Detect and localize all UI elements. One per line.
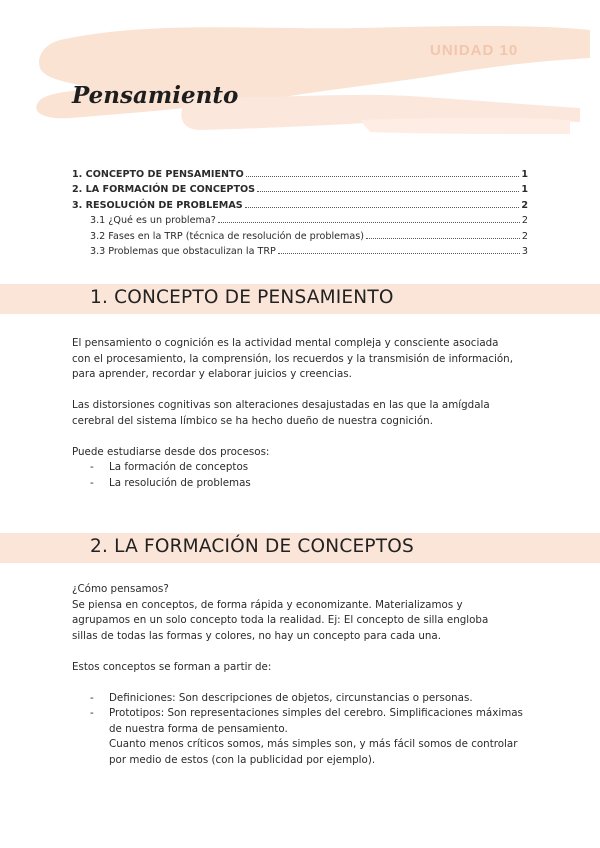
toc-subitem[interactable] — [72, 242, 528, 258]
toc-subitem[interactable] — [72, 226, 528, 242]
toc-item-label: 3.3 Problemas que obstaculizan la TRP — [90, 246, 276, 257]
toc-page-number: 2 — [521, 199, 528, 211]
toc-leader — [278, 253, 520, 254]
toc-leader — [245, 207, 520, 208]
section-band-1 — [0, 284, 600, 314]
list-line: Cuanto menos críticos somos, más simples son, y más fácil somos de controlar — [109, 738, 518, 750]
toc-page-number: 1 — [521, 168, 528, 180]
list-line: por medio de estos (con la publicidad por ejemplo). — [109, 753, 376, 766]
section-heading-1: 1. CONCEPTO DE PENSAMIENTO — [90, 287, 394, 308]
toc-leader — [246, 176, 520, 177]
toc-item-label: 2. LA FORMACIÓN DE CONCEPTOS — [72, 184, 256, 195]
section-band-2 — [0, 533, 600, 563]
list-item: - La resolución de problemas — [72, 476, 532, 492]
list-line: Prototipos: Son representaciones simples del cerebro. Simplificaciones máximas — [109, 707, 523, 719]
list-line: de nuestra forma de pensamiento. — [109, 722, 288, 735]
body-line: agrupamos en un solo concepto toda la realidad. Ej: El concepto de silla engloba — [72, 614, 489, 626]
paragraph-spacer — [72, 675, 532, 691]
toc-item[interactable] — [72, 180, 528, 196]
toc-leader — [257, 191, 519, 192]
list-item: - Definiciones: Son descripciones de objetos, circunstancias o personas. — [72, 691, 532, 707]
paragraph-spacer — [72, 429, 532, 445]
list-item: - La formación de conceptos — [72, 460, 532, 476]
toc-item-label: 3. RESOLUCIÓN DE PROBLEMAS — [72, 199, 243, 211]
concept-sources-list — [72, 691, 532, 769]
toc-item-label: 3.1 ¿Qué es un problema? — [90, 215, 216, 226]
page-title: Pensamiento — [72, 82, 239, 109]
section2-body — [72, 582, 532, 768]
toc-leader — [218, 222, 520, 223]
process-list — [72, 460, 532, 491]
paragraph-spacer — [72, 383, 532, 399]
body-line: para aprender, recordar y elaborar juicios y creencias. — [72, 368, 352, 380]
toc-leader — [366, 238, 520, 239]
unit-label: UNIDAD 10 — [430, 42, 519, 59]
toc-page-number: 3 — [521, 246, 528, 257]
body-line: cerebral del sistema límbico se ha hecho dueño de nuestra cognición. — [72, 414, 433, 427]
toc-page-number: 2 — [521, 230, 528, 242]
body-line: con el procesamiento, la comprensión, los recuerdos y la transmisión de información, — [72, 352, 513, 365]
body-line: El pensamiento o cognición es la actividad mental compleja y consciente asociada — [72, 337, 499, 349]
table-of-contents — [72, 164, 528, 257]
toc-item-label: 1. CONCEPTO DE PENSAMIENTO — [72, 168, 244, 180]
body-line: Puede estudiarse desde dos procesos: — [72, 445, 270, 458]
toc-item[interactable] — [72, 164, 528, 180]
body-line: ¿Cómo pensamos? — [72, 583, 169, 595]
toc-page-number: 1 — [521, 184, 528, 195]
body-line: Se piensa en conceptos, de forma rápida y economizante. Materializamos y — [72, 598, 463, 611]
toc-page-number: 2 — [521, 215, 528, 226]
toc-subitem[interactable] — [72, 211, 528, 227]
toc-item[interactable] — [72, 195, 528, 211]
toc-item-label: 3.2 Fases en la TRP (técnica de resolución de problemas) — [90, 230, 364, 242]
paragraph-spacer — [72, 644, 532, 660]
body-line: sillas de todas las formas y colores, no hay un concepto para cada una. — [72, 629, 442, 642]
body-line: Las distorsiones cognitivas son alteraciones desajustadas en las que la amígdala — [72, 399, 490, 411]
section1-body — [72, 336, 532, 491]
header-brush-decoration — [0, 0, 600, 160]
section-heading-2: 2. LA FORMACIÓN DE CONCEPTOS — [90, 536, 414, 557]
list-item — [72, 706, 532, 768]
body-line: Estos conceptos se forman a partir de: — [72, 660, 272, 673]
